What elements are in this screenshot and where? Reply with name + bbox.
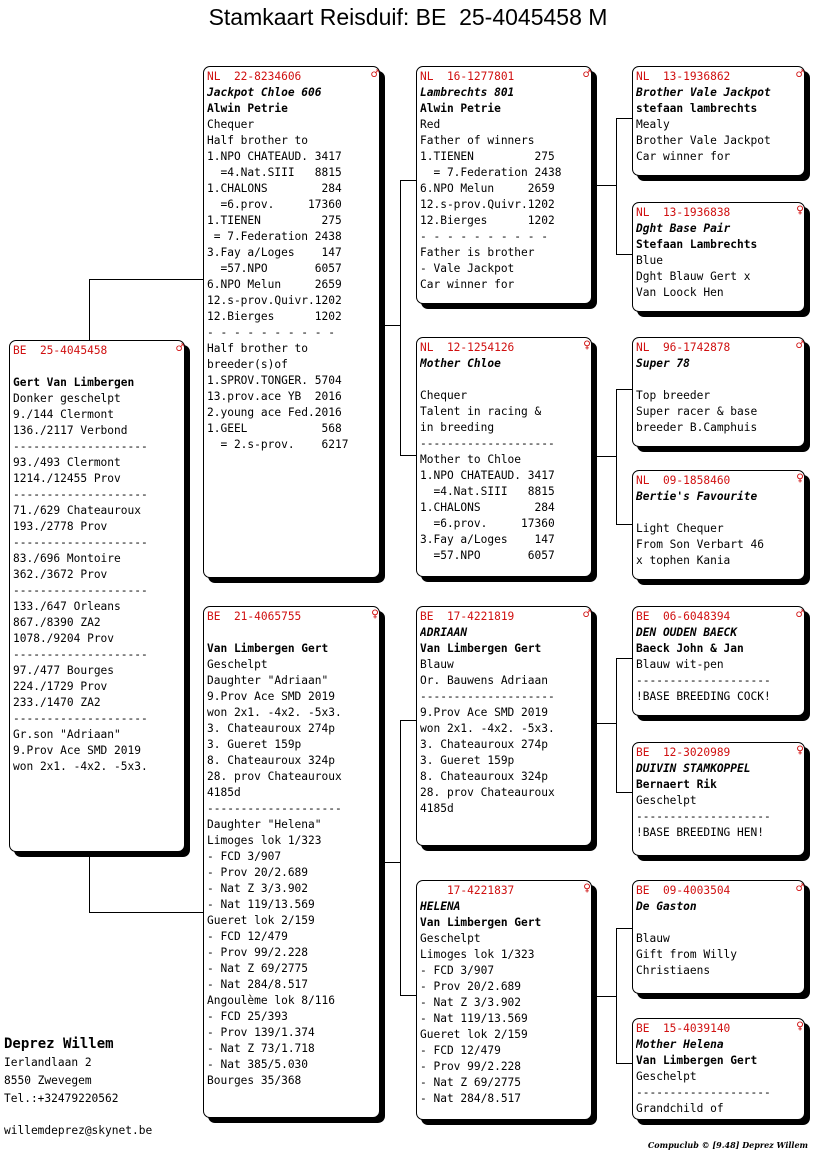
connector-line	[400, 720, 417, 721]
info-line: 362./3672 Prov	[13, 568, 108, 581]
connector-line	[89, 279, 204, 280]
info-line: 12.Bierges 1202	[207, 310, 342, 323]
info-line: 3. Gueret 159p	[207, 738, 302, 751]
info-line: 8. Chateauroux 324p	[207, 754, 335, 767]
info-line: Top breeder	[636, 389, 711, 402]
owner-email[interactable]: willemdeprez@skynet.be	[4, 1124, 153, 1137]
connector-line	[616, 658, 617, 793]
maternal-grandmother-card[interactable]	[416, 880, 592, 1120]
info-line: 233./1470 ZA2	[13, 696, 101, 709]
info-line: - Prov 139/1.374	[207, 1026, 315, 1039]
owner-info	[4, 1034, 119, 1108]
info-line: - Nat Z 73/1.718	[207, 1042, 315, 1055]
female-symbol-icon: ♀	[796, 471, 804, 486]
info-line: 3.Fay a/Loges 147	[420, 533, 555, 546]
info-line: Limoges lok 1/323	[207, 834, 322, 847]
connector-line	[400, 720, 401, 996]
connector-line	[380, 325, 400, 326]
pigeon-name: Mother Helena	[636, 1038, 724, 1051]
info-line: 9.Prov Ace SMD 2019	[13, 744, 141, 757]
info-line: Chequer	[420, 389, 468, 402]
info-line: Mealy	[636, 118, 670, 131]
great-grandparent-card-fff[interactable]	[632, 66, 805, 176]
info-line: 1.TIENEN 275	[420, 150, 555, 163]
info-line: 1.NPO CHATEAUD. 3417	[207, 150, 342, 163]
info-line: Or. Bauwens Adriaan	[420, 674, 548, 687]
connector-line	[616, 928, 632, 929]
ring-number: BE 25-4045458	[13, 344, 108, 357]
info-line: 1078./9204 Prov	[13, 632, 115, 645]
info-line: 8. Chateauroux 324p	[420, 770, 548, 783]
pigeon-name: HELENA	[420, 900, 461, 913]
info-line: --------------------	[13, 440, 148, 453]
info-line: in breeding	[420, 421, 495, 434]
info-line: - FCD 3/907	[207, 850, 282, 863]
info-line: --------------------	[13, 712, 148, 725]
connector-line	[380, 862, 400, 863]
info-line: Van Limbergen Gert	[420, 916, 542, 929]
info-line: 12.Bierges 1202	[420, 214, 555, 227]
info-line: - Nat Z 69/2775	[420, 1076, 522, 1089]
info-line: Super racer & base	[636, 405, 758, 418]
connector-line	[400, 180, 401, 456]
ring-number: BE 15-4039140	[636, 1022, 731, 1035]
info-line: - Prov 99/2.228	[207, 946, 309, 959]
info-line: --------------------	[13, 584, 148, 597]
info-line: - Nat 284/8.517	[207, 978, 309, 991]
great-grandparent-card-fmm[interactable]	[632, 470, 805, 580]
info-line: Light Chequer	[636, 522, 724, 535]
info-line: breeder B.Camphuis	[636, 421, 758, 434]
info-line: x tophen Kania	[636, 554, 731, 567]
info-line	[636, 505, 801, 521]
info-line: 2.young ace Fed.2016	[207, 406, 342, 419]
info-line: Bernaert Rik	[636, 778, 717, 791]
info-line: - FCD 25/393	[207, 1010, 288, 1023]
info-line: won 2x1. -4x2. -5x3.	[13, 760, 148, 773]
connector-line	[616, 118, 617, 255]
info-line: 1.GEEL 568	[207, 422, 342, 435]
female-symbol-icon: ♀	[796, 1019, 804, 1034]
info-line: = 2.s-prov. 6217	[207, 438, 349, 451]
ring-number: 17-4221837	[420, 884, 515, 897]
info-line: Car winner for	[636, 150, 731, 163]
connector-line	[616, 658, 632, 659]
info-line: 1.NPO CHATEAUD. 3417	[420, 469, 555, 482]
connector-line	[89, 851, 90, 913]
pigeon-name: ADRIAAN	[420, 626, 468, 639]
info-line: Van Loock Hen	[636, 286, 724, 299]
info-line: 4185d	[420, 802, 454, 815]
info-line: Donker geschelpt	[13, 392, 121, 405]
info-line: 1.CHALONS 284	[420, 501, 555, 514]
info-line: = 7.Federation 2438	[420, 166, 562, 179]
connector-line	[400, 180, 417, 181]
info-line: - Nat 284/8.517	[420, 1092, 522, 1105]
connector-line	[616, 1063, 632, 1064]
female-symbol-icon: ♀	[583, 338, 591, 353]
connector-line	[616, 118, 632, 119]
info-line: - Prov 99/2.228	[420, 1060, 522, 1073]
info-line: Car winner for	[420, 278, 515, 291]
info-line: Daughter "Adriaan"	[207, 674, 329, 687]
info-line: won 2x1. -4x2. -5x3.	[420, 722, 555, 735]
info-line: Father is brother	[420, 246, 535, 259]
connector-line	[593, 723, 616, 724]
info-line: Mother to Chloe	[420, 453, 522, 466]
info-line: - Nat 385/5.030	[207, 1058, 309, 1071]
ring-number: BE 21-4065755	[207, 610, 302, 623]
owner-phone: Tel.:+32479220562	[4, 1092, 119, 1105]
owner-name: Deprez Willem	[4, 1036, 114, 1052]
info-line: Half brother to	[207, 342, 309, 355]
info-line: Geschelpt	[636, 794, 697, 807]
male-symbol-icon: ♂	[796, 881, 804, 896]
info-line: Gert Van Limbergen	[13, 376, 135, 389]
info-line: - Nat Z 69/2775	[207, 962, 309, 975]
info-line: 83./696 Montoire	[13, 552, 121, 565]
info-line: Gueret lok 2/159	[420, 1028, 528, 1041]
info-line: - FCD 12/479	[207, 930, 288, 943]
info-line: Brother Vale Jackpot	[636, 134, 771, 147]
pigeon-name: Bertie's Favourite	[636, 490, 758, 503]
info-line: 28. prov Chateauroux	[207, 770, 342, 783]
info-line: 1214./12455 Prov	[13, 472, 121, 485]
info-line: 3. Chateauroux 274p	[420, 738, 548, 751]
connector-line	[616, 524, 632, 525]
info-line: 133./647 Orleans	[13, 600, 121, 613]
info-line: Half brother to	[207, 134, 309, 147]
female-symbol-icon: ♀	[583, 881, 591, 896]
info-line: Blauw	[420, 658, 454, 671]
info-line: 224./1729 Prov	[13, 680, 108, 693]
info-line: 3. Gueret 159p	[420, 754, 515, 767]
owner-city: 8550 Zwevegem	[4, 1074, 92, 1087]
info-line: Limoges lok 1/323	[420, 948, 535, 961]
info-line: Angoulème lok 8/116	[207, 994, 335, 1007]
info-line: Stefaan Lambrechts	[636, 238, 758, 251]
male-symbol-icon: ♂	[583, 67, 591, 82]
info-line: Geschelpt	[207, 658, 268, 671]
male-symbol-icon: ♂	[583, 607, 591, 622]
pigeon-name: DUIVIN STAMKOPPEL	[636, 762, 751, 775]
info-line: 12.s-prov.Quivr.1202	[207, 294, 342, 307]
info-line: --------------------	[207, 802, 342, 815]
info-line: From Son Verbart 46	[636, 538, 764, 551]
info-line: breeder(s)of	[207, 358, 288, 371]
great-grandparent-card-mff[interactable]	[632, 606, 805, 716]
ring-number: NL 13-1936862	[636, 70, 731, 83]
great-grandparent-card-ffm[interactable]	[632, 202, 805, 312]
info-line: =57.NPO 6057	[420, 549, 555, 562]
info-line: Christiaens	[636, 964, 711, 977]
info-line: 1.SPROV.TONGER. 5704	[207, 374, 342, 387]
info-line: 3. Chateauroux 274p	[207, 722, 335, 735]
pigeon-name: Super 78	[636, 357, 690, 370]
connector-line	[89, 912, 204, 913]
ring-number: NL 16-1277801	[420, 70, 515, 83]
male-symbol-icon: ♂	[796, 607, 804, 622]
male-symbol-icon: ♂	[176, 341, 184, 356]
info-line: Geschelpt	[420, 932, 481, 945]
ring-number: BE 06-6048394	[636, 610, 731, 623]
great-grandparent-card-fmf[interactable]	[632, 337, 805, 447]
info-line: Dght Blauw Gert x	[636, 270, 751, 283]
info-line	[420, 372, 588, 388]
subject-pigeon-card[interactable]	[9, 340, 185, 852]
info-line: = 7.Federation 2438	[207, 230, 342, 243]
info-line: - Nat Z 3/3.902	[207, 882, 309, 895]
ring-number: BE 09-4003504	[636, 884, 731, 897]
info-line: =4.Nat.SIII 8815	[420, 485, 555, 498]
info-line: Talent in racing &	[420, 405, 542, 418]
info-line: Father of winners	[420, 134, 535, 147]
pigeon-name	[207, 625, 376, 641]
info-line: --------------------	[13, 536, 148, 549]
info-line: Blauw wit-pen	[636, 658, 724, 671]
pigeon-name: Lambrechts 801	[420, 86, 515, 99]
female-symbol-icon: ♀	[371, 607, 379, 622]
info-line: !BASE BREEDING HEN!	[636, 826, 764, 839]
pigeon-name: De Gaston	[636, 900, 697, 913]
info-line: 13.prov.ace YB 2016	[207, 390, 342, 403]
info-line: Gr.son "Adriaan"	[13, 728, 121, 741]
connector-line	[616, 389, 617, 525]
connector-line	[616, 254, 632, 255]
info-line: Chequer	[207, 118, 255, 131]
info-line: won 2x1. -4x2. -5x3.	[207, 706, 342, 719]
info-line: - - - - - - - - - -	[420, 230, 548, 243]
connector-line	[400, 455, 417, 456]
info-line: Daughter "Helena"	[207, 818, 322, 831]
info-line: - Prov 20/2.689	[207, 866, 309, 879]
paternal-grandmother-card[interactable]	[416, 337, 592, 577]
ring-number: BE 17-4221819	[420, 610, 515, 623]
footer-credit: Compuclub © [9.48] Deprez Willem	[647, 1140, 808, 1150]
father-card[interactable]	[203, 66, 380, 578]
pigeon-name: Jackpot Chloe 606	[207, 86, 322, 99]
connector-line	[616, 389, 632, 390]
info-line: Blue	[636, 254, 663, 267]
info-line: Gift from Willy	[636, 948, 738, 961]
pigeon-name: Mother Chloe	[420, 357, 501, 370]
info-line: - FCD 12/479	[420, 1044, 501, 1057]
pigeon-name: Dght Base Pair	[636, 222, 731, 235]
male-symbol-icon: ♂	[371, 67, 379, 82]
info-line: Gueret lok 2/159	[207, 914, 315, 927]
connector-line	[593, 456, 616, 457]
paternal-grandfather-card[interactable]	[416, 66, 592, 304]
info-line: Blauw	[636, 932, 670, 945]
page-title: Stamkaart Reisduif: BE 25-4045458 M	[208, 4, 608, 30]
male-symbol-icon: ♂	[796, 338, 804, 353]
female-symbol-icon: ♀	[796, 743, 804, 758]
info-line: - Nat Z 3/3.902	[420, 996, 522, 1009]
info-line: Geschelpt	[636, 1070, 697, 1083]
info-line: stefaan lambrechts	[636, 102, 758, 115]
info-line: 71./629 Chateauroux	[13, 504, 141, 517]
info-line: 6.NPO Melun 2659	[420, 182, 555, 195]
connector-line	[616, 928, 617, 1064]
info-line: 3.Fay a/Loges 147	[207, 246, 342, 259]
info-line: - FCD 3/907	[420, 964, 495, 977]
female-symbol-icon: ♀	[796, 203, 804, 218]
info-line: Van Limbergen Gert	[420, 642, 542, 655]
info-line: - Nat 119/13.569	[207, 898, 315, 911]
info-line: =4.Nat.SIII 8815	[207, 166, 342, 179]
info-line: 867./8390 ZA2	[13, 616, 101, 629]
pigeon-name: Brother Vale Jackpot	[636, 86, 771, 99]
info-line: - Prov 20/2.689	[420, 980, 522, 993]
info-line: 9.Prov Ace SMD 2019	[420, 706, 548, 719]
great-grandparent-card-mmf[interactable]	[632, 880, 805, 994]
connector-line	[89, 279, 90, 341]
info-line: 193./2778 Prov	[13, 520, 108, 533]
info-line: --------------------	[13, 488, 148, 501]
ring-number: NL 12-1254126	[420, 341, 515, 354]
info-line: --------------------	[13, 648, 148, 661]
info-line: 12.s-prov.Quivr.1202	[420, 198, 555, 211]
pigeon-name: DEN OUDEN BAECK	[636, 626, 738, 639]
great-grandparent-card-mfm[interactable]	[632, 742, 805, 856]
connector-line	[593, 996, 616, 997]
info-line: 6.NPO Melun 2659	[207, 278, 342, 291]
ring-number: NL 09-1858460	[636, 474, 731, 487]
info-line: - Vale Jackpot	[420, 262, 515, 275]
mother-card[interactable]	[203, 606, 380, 1118]
info-line: 97./477 Bourges	[13, 664, 115, 677]
info-line: - - - - - - - - - -	[207, 326, 335, 339]
info-line: Alwin Petrie	[420, 102, 501, 115]
info-line: =6.prov. 17360	[207, 198, 342, 211]
ring-number: NL 96-1742878	[636, 341, 731, 354]
info-line: Grandchild of	[636, 1102, 724, 1115]
ring-number: NL 22-8234606	[207, 70, 302, 83]
info-line: 9./144 Clermont	[13, 408, 115, 421]
info-line: 9.Prov Ace SMD 2019	[207, 690, 335, 703]
info-line: 93./493 Clermont	[13, 456, 121, 469]
male-symbol-icon: ♂	[796, 67, 804, 82]
info-line: 1.TIENEN 275	[207, 214, 342, 227]
info-line: --------------------	[420, 437, 555, 450]
info-line: !BASE BREEDING COCK!	[636, 690, 771, 703]
info-line: Van Limbergen Gert	[207, 642, 329, 655]
info-line: --------------------	[420, 690, 555, 703]
info-line: =57.NPO 6057	[207, 262, 342, 275]
info-line: Baeck John & Jan	[636, 642, 744, 655]
owner-street: Ierlandlaan 2	[4, 1056, 92, 1069]
info-line: 136./2117 Verbond	[13, 424, 128, 437]
ring-number: BE 12-3020989	[636, 746, 731, 759]
ring-number: NL 13-1936838	[636, 206, 731, 219]
info-line: =6.prov. 17360	[420, 517, 555, 530]
pigeon-name	[13, 359, 181, 375]
great-grandparent-card-mmm[interactable]	[632, 1018, 805, 1120]
maternal-grandfather-card[interactable]	[416, 606, 592, 846]
info-line: 1.CHALONS 284	[207, 182, 342, 195]
info-line: 28. prov Chateauroux	[420, 786, 555, 799]
info-line: --------------------	[636, 674, 771, 687]
info-line: Van Limbergen Gert	[636, 1054, 758, 1067]
connector-line	[400, 995, 417, 996]
connector-line	[616, 792, 632, 793]
info-line: 4185d	[207, 786, 241, 799]
info-line: Bourges 35/368	[207, 1074, 302, 1087]
info-line: - Nat 119/13.569	[420, 1012, 528, 1025]
connector-line	[593, 185, 616, 186]
info-line: --------------------	[636, 810, 771, 823]
info-line	[636, 915, 801, 931]
info-line: --------------------	[636, 1086, 771, 1099]
info-line: Alwin Petrie	[207, 102, 288, 115]
info-line: Red	[420, 118, 441, 131]
info-line	[636, 372, 801, 388]
